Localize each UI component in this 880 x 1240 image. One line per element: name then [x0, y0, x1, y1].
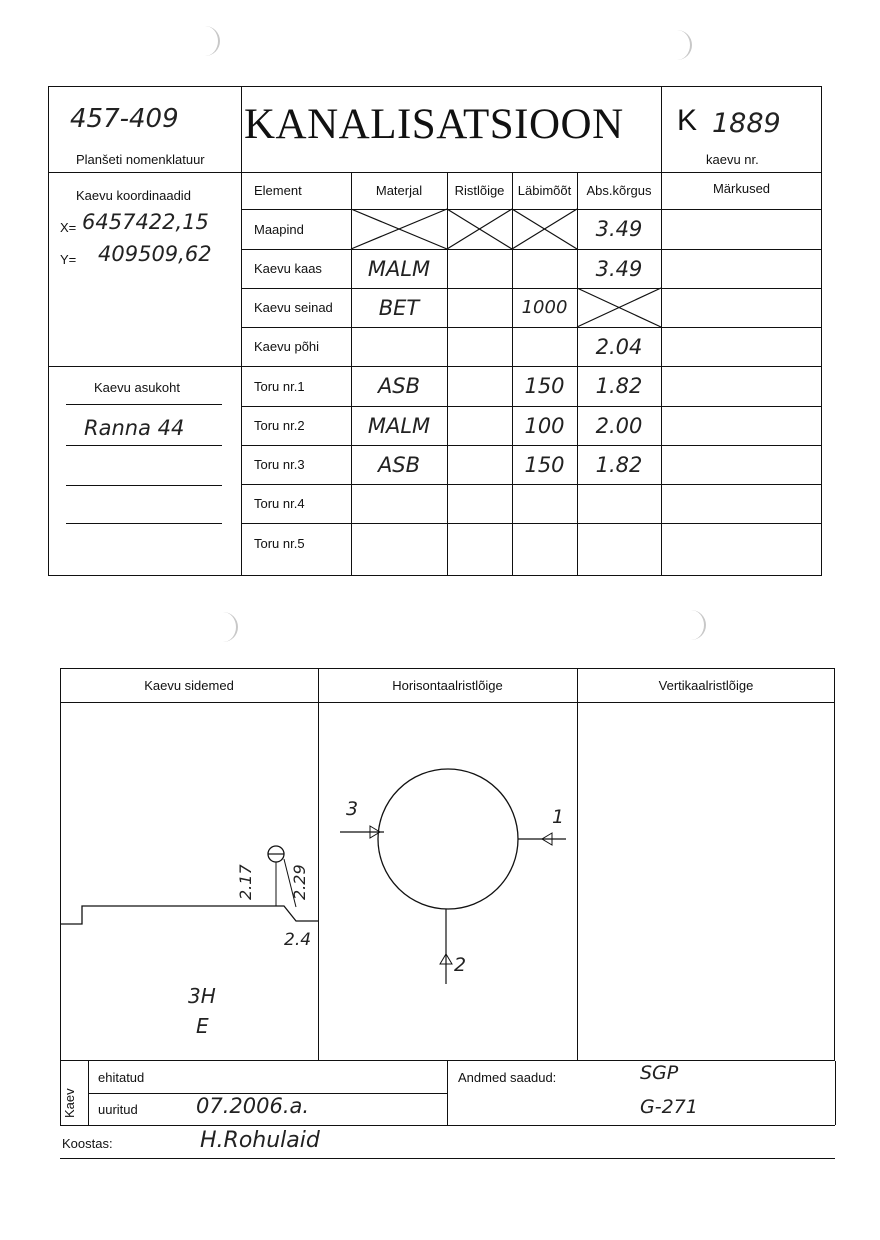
table-row-element: Kaevu põhi [254, 339, 320, 354]
table-row-element: Toru nr.5 [254, 535, 305, 551]
dimension-label: 2.29 [290, 864, 309, 900]
col-vertical-header: Vertikaalristlõige [658, 677, 754, 693]
header-material: Materjal [375, 183, 423, 198]
table-row-element: Kaevu kaas [254, 261, 322, 276]
sheet-number: 457-409 [70, 104, 179, 134]
divider [60, 1125, 835, 1126]
sheet-label: Planšeti nomenklatuur [76, 152, 205, 167]
data-source-value: SGP [640, 1062, 679, 1084]
table-row-element: Maapind [254, 221, 304, 237]
table-cell-height: 1.82 [595, 452, 643, 477]
composed-value: H.Rohulaid [200, 1128, 320, 1153]
table-cell-diameter: 150 [524, 452, 565, 477]
table-cell-height: 1.82 [595, 374, 643, 398]
divider [66, 445, 222, 446]
data-source-label: Andmed saadud: [458, 1070, 557, 1085]
divider [661, 86, 662, 576]
divider [66, 523, 222, 524]
pipe-label: 2 [454, 954, 467, 976]
table-cell-diameter: 1000 [521, 297, 568, 318]
building-label: E [196, 1014, 209, 1038]
table-cell-height: 2.04 [595, 334, 643, 359]
dimension-label: 2.4 [284, 930, 312, 950]
table-row-element: Toru nr.2 [254, 418, 305, 433]
punch-hole [686, 610, 706, 640]
table-cell-height: 3.49 [595, 217, 643, 241]
table-cell-diameter: 150 [524, 374, 565, 398]
coordinates-label: Kaevu koordinaadid [76, 188, 191, 203]
divider [241, 327, 822, 328]
location-value: Ranna 44 [84, 416, 185, 440]
table-row-element: Kaevu seinad [254, 300, 333, 315]
header-height: Abs.kõrgus [586, 183, 652, 198]
header-section: Ristlõige [454, 183, 505, 198]
table-row-element: Toru nr.1 [254, 378, 305, 394]
surveyed-label: uuritud [98, 1102, 138, 1117]
x-value: 6457422,15 [82, 210, 209, 234]
table-cell-diameter: 100 [524, 413, 565, 438]
header-diameter: Läbimõõt [517, 183, 572, 198]
table-cell-material: ASB [377, 374, 421, 398]
punch-hole [200, 26, 220, 56]
table-cell-material: BET [378, 295, 420, 320]
well-number: 1889 [712, 108, 781, 139]
divider [48, 366, 242, 367]
divider [447, 1061, 448, 1125]
table-row-element: Toru nr.3 [254, 457, 305, 472]
divider [60, 1061, 61, 1125]
well-prefix: K [677, 104, 698, 137]
horizontal-section-sketch [318, 702, 577, 1061]
crossed-cells [351, 209, 577, 249]
header-element: Element [254, 183, 302, 198]
table-cell-material: ASB [377, 452, 421, 477]
table-cell-material: MALM [367, 413, 431, 438]
crossed-cell [577, 288, 661, 327]
well-label: kaevu nr. [706, 152, 759, 167]
y-value: 409509,62 [98, 242, 212, 266]
table-cell-height: 2.00 [595, 413, 643, 438]
table-cell-height: 3.49 [595, 256, 643, 281]
composed-label: Koostas: [62, 1136, 113, 1151]
punch-hole [672, 30, 692, 60]
data-source-value: G-271 [640, 1096, 698, 1118]
divider [241, 86, 242, 576]
pipe-label: 1 [552, 806, 565, 828]
surveyed-value: 07.2006.a. [196, 1094, 310, 1118]
divider [241, 523, 822, 524]
building-label: 3H [188, 984, 216, 1008]
divider [241, 249, 822, 250]
divider [577, 668, 578, 1061]
divider [241, 484, 822, 485]
table-row-element: Toru nr.4 [254, 496, 305, 511]
built-label: ehitatud [98, 1070, 145, 1085]
col-ties-header: Kaevu sidemed [144, 677, 234, 693]
location-label: Kaevu asukoht [94, 380, 181, 395]
page-title: KANALISATSIOON [244, 101, 624, 148]
divider [60, 1158, 835, 1159]
kaev-label: Kaev [62, 1088, 77, 1118]
divider [835, 1061, 836, 1125]
pipe-label: 3 [346, 798, 359, 820]
x-prefix: X= [60, 220, 77, 235]
dimension-label: 2.17 [236, 864, 255, 900]
header-notes: Märkused [712, 181, 771, 196]
y-prefix: Y= [60, 252, 77, 267]
punch-hole [218, 612, 238, 642]
table-cell-material: MALM [367, 256, 431, 281]
divider [66, 404, 222, 405]
col-horizontal-header: Horisontaalristlõige [392, 677, 503, 693]
divider [66, 485, 222, 486]
